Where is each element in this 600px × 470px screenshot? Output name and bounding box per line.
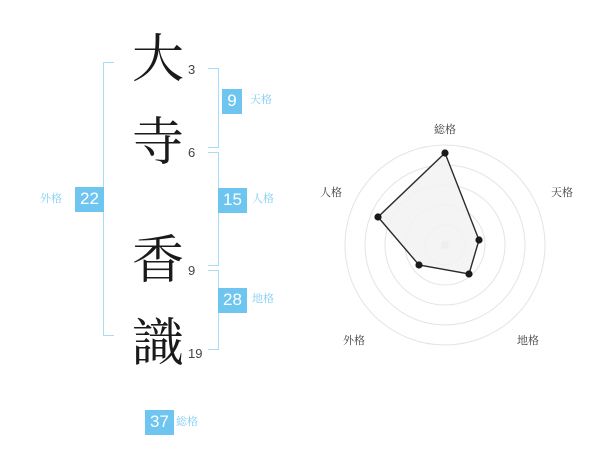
radar-point-tenkaku: [475, 236, 482, 243]
radar-data-polygon: [378, 153, 479, 274]
radar-point-jinkaku: [374, 213, 381, 220]
score-chip-chikaku: 28: [218, 288, 247, 313]
radar-axis-label-soukaku: 総格: [434, 124, 456, 136]
radar-chart: [300, 0, 600, 470]
radar-axis-label-tenkaku: 天格: [551, 187, 573, 199]
bracket-gaikaku: [103, 62, 114, 336]
score-chip-soukaku: 37: [145, 410, 174, 435]
kanji-character-4: 識: [131, 314, 184, 374]
score-label-gaikaku: 外格: [40, 193, 62, 205]
score-chip-tenkaku: 9: [222, 89, 242, 114]
radar-axis-label-chikaku: 地格: [517, 335, 539, 347]
kanji-character-3: 香: [131, 231, 184, 291]
radar-chart-panel: [300, 0, 600, 470]
score-label-chikaku: 地格: [252, 293, 274, 305]
radar-point-gaikaku: [415, 261, 422, 268]
kanji-stroke-count-4: 19: [188, 346, 203, 361]
score-label-jinkaku: 人格: [252, 193, 274, 205]
bracket-tenkaku: [208, 68, 219, 148]
kanji-stroke-count-1: 3: [188, 62, 196, 77]
score-chip-jinkaku: 15: [218, 188, 247, 213]
kanji-stroke-count-2: 6: [188, 145, 196, 160]
radar-point-chikaku: [465, 270, 472, 277]
kanji-stroke-count-3: 9: [188, 263, 196, 278]
radar-axis-label-gaikaku: 外格: [343, 335, 365, 347]
radar-point-soukaku: [441, 149, 448, 156]
radar-axis-label-jinkaku: 人格: [320, 187, 342, 199]
score-label-soukaku: 総格: [176, 416, 198, 428]
score-label-tenkaku: 天格: [250, 94, 272, 106]
score-chip-gaikaku: 22: [75, 187, 104, 212]
kanji-character-2: 寺: [131, 113, 184, 173]
kanji-character-1: 大: [131, 30, 184, 90]
